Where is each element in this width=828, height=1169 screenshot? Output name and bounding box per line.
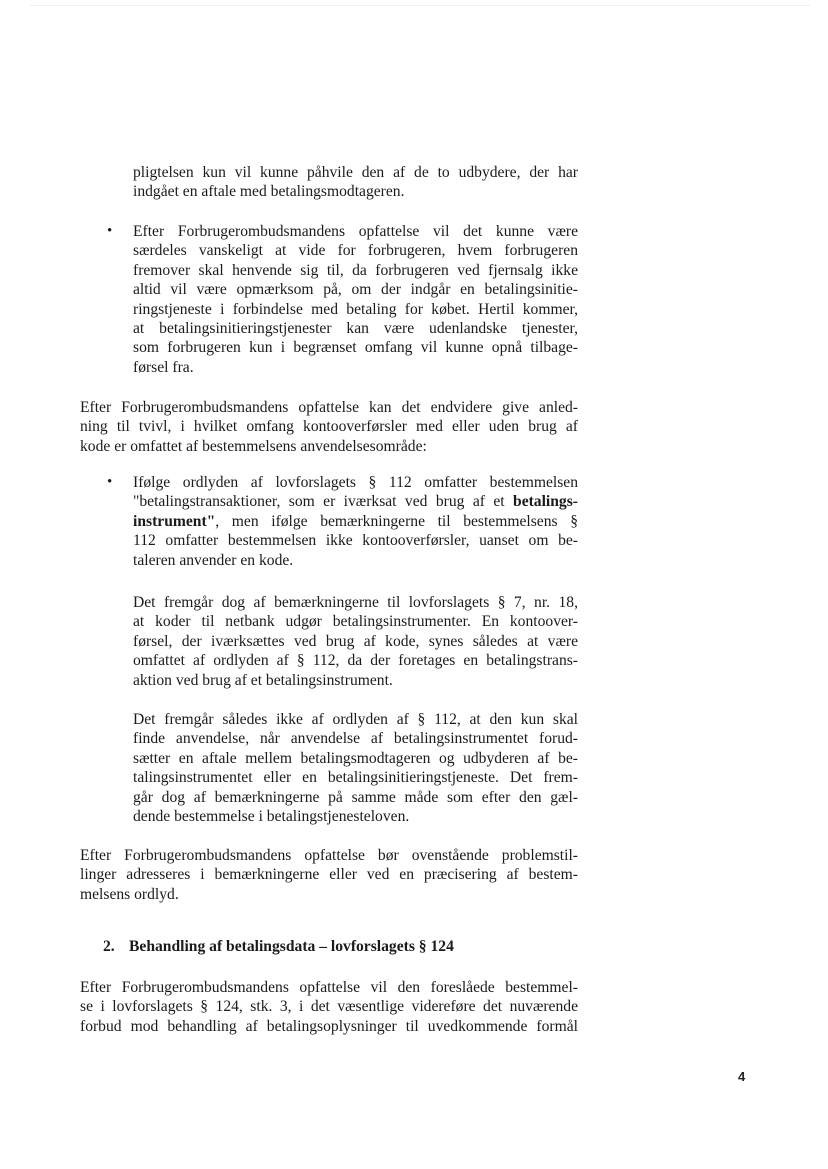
text-normal: , men ifølge bemærkningerne til bestemmelsens § xyxy=(215,512,578,530)
text-line xyxy=(133,512,578,531)
text-line: finde anvendelse, når anvendelse af betalingsinstrumentet forud- xyxy=(133,730,578,748)
text-line: forbud mod behandling af betalingsoplysninger til uvedkommende formål xyxy=(80,1017,578,1035)
text-line: som forbrugeren kun i begrænset omfang vil kunne opnå tilbage- xyxy=(133,339,578,357)
section-number: 2. xyxy=(103,938,115,955)
text-line: ringstjeneste i forbindelse med betaling for købet. Hertil kommer, xyxy=(133,300,578,318)
text-line: melsens ordlyd. xyxy=(80,885,179,903)
text-line: aktion ved brug af et betalingsinstrument. xyxy=(133,671,393,689)
text-line: pligtelsen kun vil kunne påhvile den af de to udbydere, der har xyxy=(133,164,578,181)
text-line: særdeles vanskeligt at vide for forbrugeren, hvem forbrugeren xyxy=(133,242,578,260)
text-line: fremover skal henvende sig til, da forbrugeren ved fjernsalg ikke xyxy=(133,261,578,279)
bullet-item-consumer-difficulty xyxy=(133,222,578,377)
text-line: altid vil være opmærksom på, om der indgår en betalingsinitie- xyxy=(133,281,578,299)
text-line: 112 omfatter bestemmelsen ikke kontooverførsler, uanset om be- xyxy=(133,532,578,550)
paragraph-scope-question xyxy=(80,398,578,456)
section-heading xyxy=(103,937,454,957)
text-bold: betalings- xyxy=(513,493,578,511)
text-normal: "betalingstransaktioner, som er iværksat ved brug af et xyxy=(133,493,514,511)
bullet-marker: • xyxy=(107,474,113,490)
text-line: Ifølge ordlyden af lovforslagets § 112 omfatter bestemmelsen xyxy=(133,474,578,491)
text-line xyxy=(133,492,578,511)
text-line: Efter Forbrugerombudsmandens opfattelse vil det kunne være xyxy=(133,223,578,240)
text-line: omfattet af ordlyden af § 112, da der foretages en betalingstrans- xyxy=(133,652,578,670)
paragraph-section-112-wording xyxy=(133,710,578,826)
paragraph-recommendation xyxy=(80,846,578,904)
paragraph-continuation xyxy=(133,163,578,202)
text-bold: instrument" xyxy=(133,512,216,530)
text-line: talingsinstrumentet eller en betalingsinitieringstjeneste. Det frem- xyxy=(133,769,578,787)
page-top-border xyxy=(30,5,810,6)
text-line: sætter en aftale mellem betalingsmodtageren og udbyderen af be- xyxy=(133,749,578,767)
text-line: se i lovforslagets § 124, stk. 3, i det væsentlige videreføre det nuværende xyxy=(80,998,578,1016)
section-title: Behandling af betalingsdata – lovforslagets § 124 xyxy=(129,938,454,955)
paragraph-netbank-codes xyxy=(133,593,578,690)
text-line: Efter Forbrugerombudsmandens opfattelse kan det endvidere give anled- xyxy=(80,399,578,416)
text-line: indgået en aftale med betalingsmodtageren. xyxy=(133,183,405,201)
text-line: at koder til netbank udgør betalingsinstrumenter. En kontoover- xyxy=(133,613,578,631)
text-line: taleren anvender en kode. xyxy=(133,551,294,569)
text-line: dende bestemmelse i betalingstjenesteloven. xyxy=(133,808,410,826)
text-line: førsel, der iværksættes ved brug af kode, synes således at være xyxy=(133,632,578,650)
text-line: førsel fra. xyxy=(133,358,194,376)
page-number: 4 xyxy=(738,1069,746,1084)
text-line: linger adresseres i bemærkningerne eller ved en præcisering af bestem- xyxy=(80,866,578,884)
text-line: at betalingsinitieringstjenester kan være udenlandske tjenester, xyxy=(133,320,578,338)
text-line: Efter Forbrugerombudsmandens opfattelse bør ovenstående problemstil- xyxy=(80,847,578,864)
text-line: ning til tvivl, i hvilket omfang kontooverførsler med eller uden brug af xyxy=(80,418,578,436)
text-line: går dog af bemærkningerne på samme måde som efter den gæl- xyxy=(133,788,578,806)
text-line: Det fremgår således ikke af ordlyden af § 112, at den kun skal xyxy=(133,711,578,728)
bullet-marker: • xyxy=(107,223,113,239)
text-line: Det fremgår dog af bemærkningerne til lovforslagets § 7, nr. 18, xyxy=(133,594,578,611)
text-line: kode er omfattet af bestemmelsens anvendelsesområde: xyxy=(80,437,427,455)
text-line: Efter Forbrugerombudsmandens opfattelse vil den foreslåede bestemmel- xyxy=(80,979,578,996)
bullet-item-section-112 xyxy=(133,473,578,570)
paragraph-payment-data xyxy=(80,978,578,1036)
